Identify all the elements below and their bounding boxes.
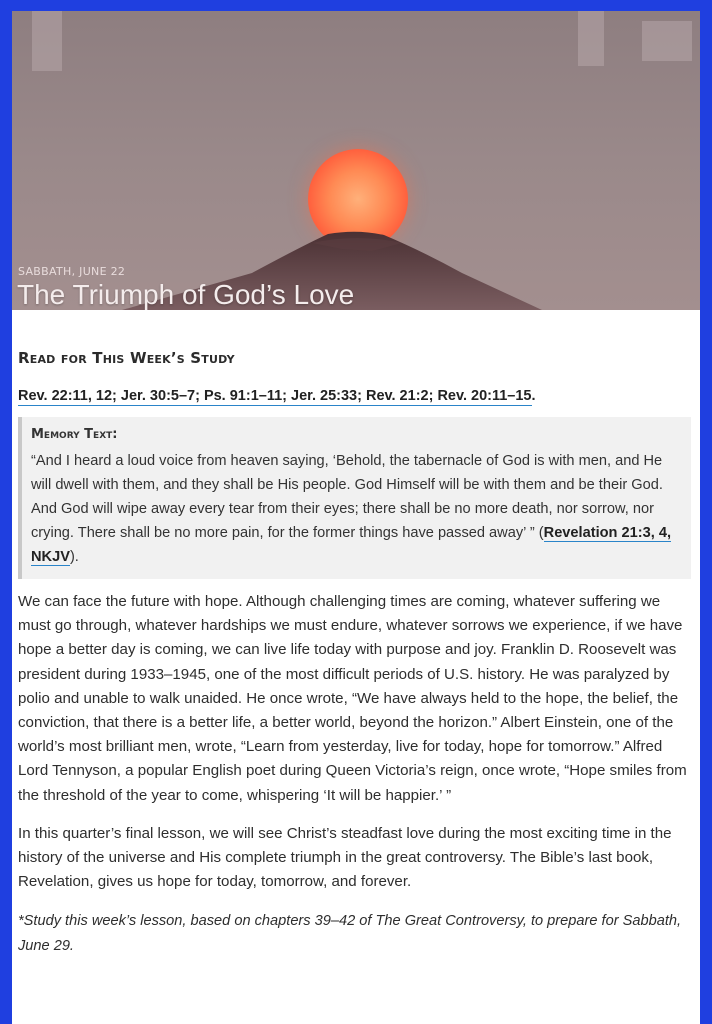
memory-text-label: Memory Text: [31,427,118,442]
read-heading: Read for This Week’s Study [18,349,235,367]
references-period: . [531,388,536,404]
memory-quote-closing: ). [69,549,79,565]
memory-text-box [18,417,691,579]
memory-citation-link[interactable]: Revelation 21:3, 4, NKJV [31,525,672,565]
study-note-paragraph: *Study this week’s lesson, based on chapters 39–42 of The Great Controversy, to prepare for Sabbath, June 29. [18,913,682,954]
page-frame [12,11,700,1024]
scripture-references-link[interactable]: Rev. 22:11, 12; Jer. 30:5–7; Ps. 91:1–11; Jer. 25:33; Rev. 21:2; Rev. 20:11–15 [18,388,532,404]
reading-references [18,388,694,404]
lesson-date: SABBATH, JUNE 22 [18,265,126,278]
lesson-summary-paragraph: In this quarter’s final lesson, we will see Christ’s steadfast love during the most exciting time in the history of the universe and His complete triumph in the great controversy. The Bible’s last book, Revelation, gives us hope for today, tomorrow, and forever. [18,824,672,891]
lesson-title: The Triumph of God’s Love [17,279,355,310]
memory-text-quote [31,449,683,569]
hero-image [12,11,700,310]
intro-paragraph: We can face the future with hope. Although challenging times are coming, whatever suffering we must go through, whatever hardships we must endure, whatever sorrows we experience, if we have hope a better day is coming, we can live life today with purpose and joy. Franklin D. Roosevelt was president during 1933–1945, one of the most difficult periods of U.S. history. He was paralyzed by polio and unable to walk unaided. He once wrote, “We have always held to the hope, the belief, the conviction, that there is a better life, a better world, beyond the horizon.” Albert Einstein, one of the world’s most brilliant men, wrote, “Learn from yesterday, live for today, hope for tomorrow.” Alfred Lord Tennyson, a popular English poet during Queen Victoria’s reign, once wrote, “Hope smiles from the threshold of the year to come, whispering ‘It will be happier.’ ” [18,593,687,804]
memory-quote-body: “And I heard a loud voice from heaven saying, ‘Behold, the tabernacle of God is with men, and He will dwell with them, and they shall be His people. God Himself will be with them and be their God. And God will wipe away every tear from their eyes; there shall be no more death, nor sorrow, nor crying. There shall be no more pain, for the former things have passed away’ ” ( [31,453,663,541]
lesson-content [12,349,700,958]
